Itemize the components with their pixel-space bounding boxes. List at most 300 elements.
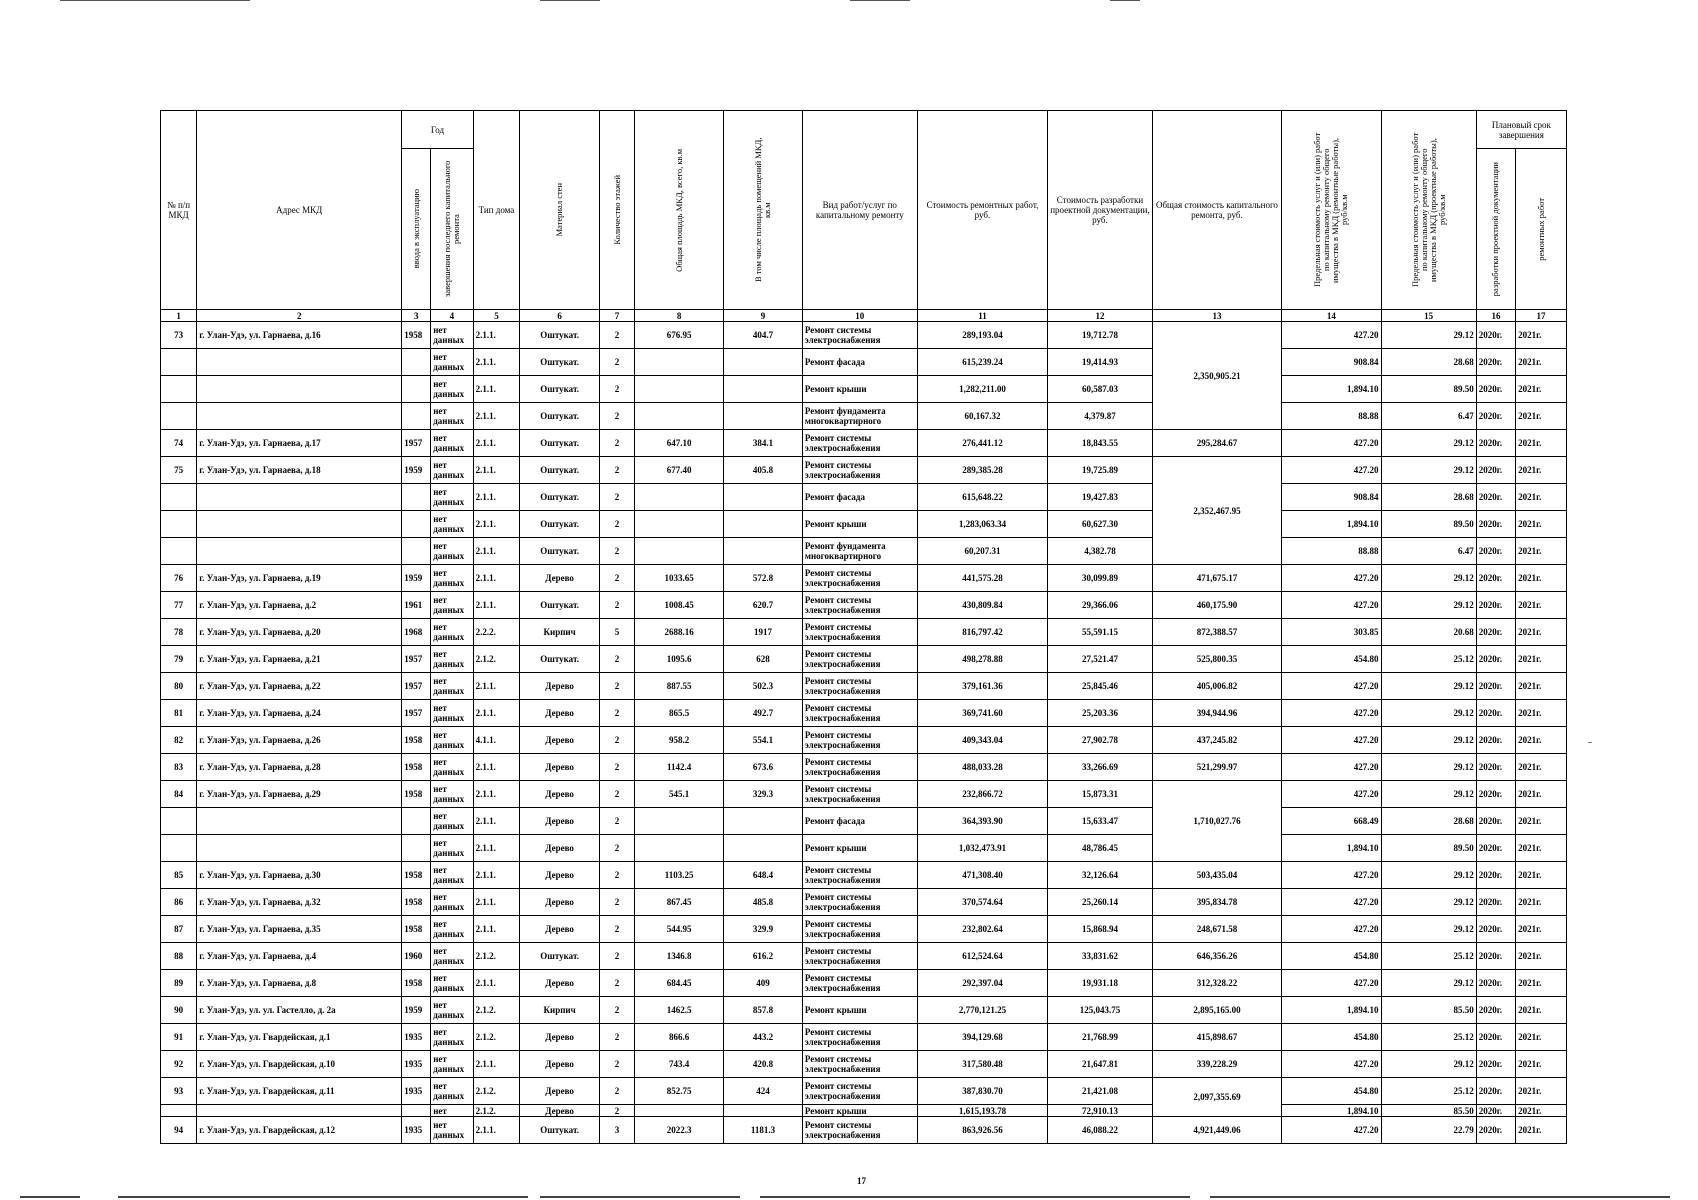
year-last-repair-cell: нет данных [431,700,473,727]
premises-area-cell: 405.8 [724,457,803,484]
wall-material-cell: Дерево [520,754,600,781]
deadline-design-cell: 2020г. [1476,322,1515,349]
table-row [161,1078,1567,1105]
repair-cost-cell: 615,648.22 [917,484,1047,511]
house-type-cell: 2.1.2. [473,997,520,1024]
year-commission-cell [402,484,431,511]
row-number: 80 [161,673,197,700]
col-header-year-commission: ввода в эксплуатацию [402,149,431,310]
col-header-deadline-repair: ремонтных работ [1516,149,1567,310]
year-last-repair-cell: нет данных [431,430,473,457]
col-header-limit-design: Предельная стоимость услуг и (или) работ по капитальному ремонту общего имущества в МКД (проектные работы), руб/кв.м [1381,111,1476,310]
limit-design-cell: 85.50 [1381,1105,1476,1117]
year-commission-cell [402,538,431,565]
work-type-cell: Ремонт системы электроснабжения [802,781,917,808]
address-cell: г. Улан-Удэ, ул. Гарнаева, д.28 [197,754,402,781]
year-last-repair-cell: нет данных [431,322,473,349]
limit-repair-cell: 427.20 [1282,592,1381,619]
house-type-cell: 2.1.2. [473,943,520,970]
total-area-cell: 866.6 [635,1024,724,1051]
table-row [161,646,1567,673]
total-cost-cell: 437,245.82 [1152,727,1281,754]
year-commission-cell: 1961 [402,592,431,619]
address-cell: г. Улан-Удэ, ул. Гарнаева, д.8 [197,970,402,997]
deadline-design-cell: 2020г. [1476,889,1515,916]
wall-material-cell: Оштукат. [520,349,600,376]
col-header-floors: Количество этажей [599,111,634,310]
floors-cell: 2 [599,970,634,997]
deadline-design-cell: 2020г. [1476,916,1515,943]
floors-cell: 2 [599,862,634,889]
deadline-repair-cell: 2021г. [1516,403,1567,430]
year-last-repair-cell: нет данных [431,835,473,862]
limit-design-cell: 29.12 [1381,673,1476,700]
premises-area-cell: 1917 [724,619,803,646]
premises-area-cell [724,808,803,835]
year-last-repair-cell: нет данных [431,484,473,511]
col-header-premises-area: В том числе площадь помещений МКД, кв.м [724,111,803,310]
row-number: 78 [161,619,197,646]
limit-repair-cell: 427.20 [1282,430,1381,457]
limit-repair-cell: 908.84 [1282,484,1381,511]
address-cell: г. Улан-Удэ, ул. Гвардейская, д.11 [197,1078,402,1105]
total-cost-cell: 295,284.67 [1152,430,1281,457]
wall-material-cell: Дерево [520,673,600,700]
limit-repair-cell: 427.20 [1282,754,1381,781]
table-row [161,1117,1567,1144]
column-number-cell: 9 [724,310,803,322]
table-row [161,754,1567,781]
house-type-cell: 2.1.1. [473,457,520,484]
address-cell [197,484,402,511]
limit-repair-cell: 88.88 [1282,403,1381,430]
house-type-cell: 2.1.2. [473,1078,520,1105]
limit-design-cell: 29.12 [1381,592,1476,619]
wall-material-cell: Дерево [520,1078,600,1105]
repair-cost-cell: 1,282,211.00 [917,376,1047,403]
house-type-cell: 2.1.1. [473,889,520,916]
work-type-cell: Ремонт системы электроснабжения [802,646,917,673]
work-type-cell: Ремонт системы электроснабжения [802,592,917,619]
total-area-cell [635,835,724,862]
year-commission-cell [402,403,431,430]
limit-repair-cell: 454.80 [1282,1078,1381,1105]
year-last-repair-cell: нет данных [431,997,473,1024]
total-area-cell: 743.4 [635,1051,724,1078]
house-type-cell: 2.1.1. [473,781,520,808]
wall-material-cell: Оштукат. [520,646,600,673]
total-cost-cell: 2,097,355.69 [1152,1078,1281,1117]
total-cost-cell: 2,895,165.00 [1152,997,1281,1024]
floors-cell: 2 [599,484,634,511]
total-cost-cell: 248,671.58 [1152,916,1281,943]
deadline-design-cell: 2020г. [1476,430,1515,457]
deadline-repair-cell: 2021г. [1516,619,1567,646]
column-number-cell: 2 [197,310,402,322]
wall-material-cell: Оштукат. [520,376,600,403]
deadline-design-cell: 2020г. [1476,403,1515,430]
year-commission-cell: 1958 [402,727,431,754]
wall-material-cell: Кирпич [520,997,600,1024]
total-area-cell: 865.5 [635,700,724,727]
row-number: 76 [161,565,197,592]
floors-cell: 2 [599,403,634,430]
total-cost-cell: 339,228.29 [1152,1051,1281,1078]
year-last-repair-cell: нет данных [431,511,473,538]
repair-cost-cell: 387,830.70 [917,1078,1047,1105]
repair-cost-cell: 441,575.28 [917,565,1047,592]
wall-material-cell: Дерево [520,781,600,808]
scan-edge-line [540,0,600,1]
repair-cost-cell: 232,866.72 [917,781,1047,808]
table-row [161,376,1567,403]
row-number [161,349,197,376]
premises-area-cell [724,1105,803,1117]
limit-design-cell: 89.50 [1381,376,1476,403]
premises-area-cell [724,511,803,538]
repair-cost-cell: 394,129.68 [917,1024,1047,1051]
address-cell [197,403,402,430]
premises-area-cell: 628 [724,646,803,673]
column-number-cell: 13 [1152,310,1281,322]
row-number: 75 [161,457,197,484]
design-cost-cell: 19,712.78 [1048,322,1153,349]
house-type-cell: 2.1.1. [473,484,520,511]
floors-cell: 3 [599,1117,634,1144]
wall-material-cell: Оштукат. [520,1117,600,1144]
total-area-cell: 2688.16 [635,619,724,646]
house-type-cell: 2.1.1. [473,808,520,835]
limit-design-cell: 20.68 [1381,619,1476,646]
limit-design-cell: 29.12 [1381,1051,1476,1078]
house-type-cell: 2.1.1. [473,700,520,727]
limit-design-cell: 6.47 [1381,538,1476,565]
limit-design-cell: 25.12 [1381,1078,1476,1105]
design-cost-cell: 46,088.22 [1048,1117,1153,1144]
total-cost-cell: 1,710,027.76 [1152,781,1281,862]
limit-design-cell: 89.50 [1381,835,1476,862]
work-type-cell: Ремонт системы электроснабжения [802,619,917,646]
year-last-repair-cell: нет данных [431,781,473,808]
column-number-cell: 10 [802,310,917,322]
repair-cost-cell: 317,580.48 [917,1051,1047,1078]
wall-material-cell: Дерево [520,916,600,943]
deadline-design-cell: 2020г. [1476,484,1515,511]
deadline-repair-cell: 2021г. [1516,376,1567,403]
table-row [161,808,1567,835]
total-area-cell: 676.95 [635,322,724,349]
year-last-repair-cell: нет данных [431,673,473,700]
premises-area-cell [724,835,803,862]
limit-repair-cell: 454.80 [1282,646,1381,673]
design-cost-cell: 27,521.47 [1048,646,1153,673]
design-cost-cell: 15,873.31 [1048,781,1153,808]
year-commission-cell [402,808,431,835]
house-type-cell: 2.1.1. [473,322,520,349]
work-type-cell: Ремонт системы электроснабжения [802,1117,917,1144]
deadline-design-cell: 2020г. [1476,781,1515,808]
work-type-cell: Ремонт системы электроснабжения [802,889,917,916]
deadline-repair-cell: 2021г. [1516,322,1567,349]
floors-cell: 2 [599,646,634,673]
year-commission-cell: 1958 [402,970,431,997]
total-cost-cell: 2,352,467.95 [1152,457,1281,565]
work-type-cell: Ремонт системы электроснабжения [802,322,917,349]
year-commission-cell: 1957 [402,430,431,457]
repair-cost-cell: 276,441.12 [917,430,1047,457]
wall-material-cell: Оштукат. [520,592,600,619]
floors-cell: 2 [599,1051,634,1078]
premises-area-cell [724,538,803,565]
house-type-cell: 2.2.2. [473,619,520,646]
deadline-repair-cell: 2021г. [1516,1105,1567,1117]
wall-material-cell: Дерево [520,1105,600,1117]
total-area-cell: 1095.6 [635,646,724,673]
limit-design-cell: 22.79 [1381,1117,1476,1144]
total-area-cell: 544.95 [635,916,724,943]
column-number-cell: 6 [520,310,600,322]
row-number [161,808,197,835]
design-cost-cell: 29,366.06 [1048,592,1153,619]
work-type-cell: Ремонт системы электроснабжения [802,700,917,727]
premises-area-cell: 424 [724,1078,803,1105]
row-number: 81 [161,700,197,727]
premises-area-cell: 492.7 [724,700,803,727]
floors-cell: 2 [599,997,634,1024]
repair-cost-cell: 364,393.90 [917,808,1047,835]
design-cost-cell: 25,845.46 [1048,673,1153,700]
design-cost-cell: 19,427.83 [1048,484,1153,511]
wall-material-cell: Дерево [520,1024,600,1051]
table-row [161,970,1567,997]
limit-design-cell: 85.50 [1381,997,1476,1024]
deadline-design-cell: 2020г. [1476,997,1515,1024]
year-commission-cell: 1958 [402,781,431,808]
year-commission-cell: 1960 [402,943,431,970]
year-last-repair-cell: нет [431,1105,473,1117]
total-area-cell [635,349,724,376]
house-type-cell: 2.1.2. [473,646,520,673]
wall-material-cell: Дерево [520,700,600,727]
limit-repair-cell: 427.20 [1282,862,1381,889]
total-cost-cell: 646,356.26 [1152,943,1281,970]
scan-edge-line [60,0,250,1]
row-number: 86 [161,889,197,916]
deadline-design-cell: 2020г. [1476,727,1515,754]
premises-area-cell: 485.8 [724,889,803,916]
work-type-cell: Ремонт крыши [802,1105,917,1117]
table-row [161,1105,1567,1117]
col-header-total-cost: Общая стоимость капитального ремонта, руб. [1152,111,1281,310]
deadline-repair-cell: 2021г. [1516,565,1567,592]
table-row [161,484,1567,511]
address-cell: г. Улан-Удэ, ул. Гарнаева, д.2 [197,592,402,619]
col-header-year-last-repair: завершения последнего капитального ремонта [431,149,473,310]
repair-cost-cell: 289,193.04 [917,322,1047,349]
year-last-repair-cell: нет данных [431,538,473,565]
floors-cell: 2 [599,565,634,592]
deadline-repair-cell: 2021г. [1516,943,1567,970]
year-commission-cell: 1958 [402,322,431,349]
wall-material-cell: Оштукат. [520,430,600,457]
table-row [161,1051,1567,1078]
limit-repair-cell: 427.20 [1282,457,1381,484]
design-cost-cell: 19,725.89 [1048,457,1153,484]
floors-cell: 2 [599,1078,634,1105]
scan-edge-line [118,1196,528,1198]
deadline-design-cell: 2020г. [1476,376,1515,403]
total-area-cell: 684.45 [635,970,724,997]
floors-cell: 2 [599,808,634,835]
year-last-repair-cell: нет данных [431,1051,473,1078]
column-number-cell: 14 [1282,310,1381,322]
year-last-repair-cell: нет данных [431,457,473,484]
total-cost-cell: 415,898.67 [1152,1024,1281,1051]
work-type-cell: Ремонт системы электроснабжения [802,565,917,592]
deadline-design-cell: 2020г. [1476,592,1515,619]
work-type-cell: Ремонт фасада [802,484,917,511]
table-row [161,700,1567,727]
house-type-cell: 4.1.1. [473,727,520,754]
premises-area-cell: 329.9 [724,916,803,943]
year-last-repair-cell: нет данных [431,376,473,403]
limit-design-cell: 29.12 [1381,430,1476,457]
floors-cell: 2 [599,781,634,808]
wall-material-cell: Оштукат. [520,538,600,565]
deadline-repair-cell: 2021г. [1516,592,1567,619]
column-number-cell: 4 [431,310,473,322]
deadline-repair-cell: 2021г. [1516,889,1567,916]
deadline-design-cell: 2020г. [1476,349,1515,376]
floors-cell: 2 [599,376,634,403]
house-type-cell: 2.1.1. [473,376,520,403]
repair-cost-cell: 289,385.28 [917,457,1047,484]
table-row [161,538,1567,565]
deadline-repair-cell: 2021г. [1516,700,1567,727]
deadline-repair-cell: 2021г. [1516,862,1567,889]
premises-area-cell: 857.8 [724,997,803,1024]
address-cell: г. Улан-Удэ, ул. Гарнаева, д.35 [197,916,402,943]
scan-edge-line [850,0,910,1]
floors-cell: 2 [599,835,634,862]
design-cost-cell: 72,910.13 [1048,1105,1153,1117]
wall-material-cell: Дерево [520,565,600,592]
repair-cost-cell: 863,926.56 [917,1117,1047,1144]
col-header-design-cost: Стоимость разработки проектной документации, руб. [1048,111,1153,310]
limit-design-cell: 29.12 [1381,322,1476,349]
year-last-repair-cell: нет данных [431,727,473,754]
total-cost-cell: 405,006.82 [1152,673,1281,700]
deadline-repair-cell: 2021г. [1516,349,1567,376]
total-cost-cell: 4,921,449.06 [1152,1117,1281,1144]
address-cell: г. Улан-Удэ, ул. Гарнаева, д.18 [197,457,402,484]
col-header-deadline-group: Плановый срок завершения [1476,111,1566,149]
table-row [161,592,1567,619]
col-header-house-type: Тип дома [473,111,520,310]
total-cost-cell: 460,175.90 [1152,592,1281,619]
work-type-cell: Ремонт системы электроснабжения [802,970,917,997]
limit-repair-cell: 427.20 [1282,565,1381,592]
total-area-cell: 887.55 [635,673,724,700]
col-header-year-group: Год [402,111,473,149]
limit-design-cell: 29.12 [1381,700,1476,727]
table-row [161,943,1567,970]
design-cost-cell: 48,786.45 [1048,835,1153,862]
work-type-cell: Ремонт фундамента многоквартирного [802,403,917,430]
address-cell: г. Улан-Удэ, ул. Гвардейская, д.1 [197,1024,402,1051]
design-cost-cell: 25,203.36 [1048,700,1153,727]
total-cost-cell: 521,299.97 [1152,754,1281,781]
deadline-design-cell: 2020г. [1476,511,1515,538]
row-number: 84 [161,781,197,808]
limit-repair-cell: 1,894.10 [1282,997,1381,1024]
deadline-repair-cell: 2021г. [1516,970,1567,997]
table-row [161,619,1567,646]
row-number: 79 [161,646,197,673]
address-cell: г. Улан-Удэ, ул. Гвардейская, д.10 [197,1051,402,1078]
total-area-cell: 958.2 [635,727,724,754]
year-last-repair-cell: нет данных [431,916,473,943]
table-row [161,403,1567,430]
year-commission-cell [402,835,431,862]
year-commission-cell: 1935 [402,1078,431,1105]
work-type-cell: Ремонт системы электроснабжения [802,430,917,457]
work-type-cell: Ремонт фасада [802,349,917,376]
address-cell [197,835,402,862]
table-row [161,916,1567,943]
wall-material-cell: Кирпич [520,619,600,646]
address-cell: г. Улан-Удэ, ул. Гарнаева, д.21 [197,646,402,673]
column-number-cell: 3 [402,310,431,322]
address-cell: г. Улан-Удэ, ул. Гвардейская, д.12 [197,1117,402,1144]
repair-cost-cell: 488,033.28 [917,754,1047,781]
deadline-repair-cell: 2021г. [1516,673,1567,700]
total-area-cell [635,808,724,835]
deadline-design-cell: 2020г. [1476,565,1515,592]
deadline-repair-cell: 2021г. [1516,511,1567,538]
row-number [161,403,197,430]
table-row [161,430,1567,457]
deadline-repair-cell: 2021г. [1516,646,1567,673]
year-last-repair-cell: нет данных [431,970,473,997]
year-commission-cell: 1957 [402,700,431,727]
design-cost-cell: 60,587.03 [1048,376,1153,403]
total-area-cell: 1142.4 [635,754,724,781]
repair-cost-cell: 612,524.64 [917,943,1047,970]
total-cost-cell: 525,800.35 [1152,646,1281,673]
limit-repair-cell: 908.84 [1282,349,1381,376]
work-type-cell: Ремонт системы электроснабжения [802,1078,917,1105]
design-cost-cell: 4,379.87 [1048,403,1153,430]
repair-cost-cell: 379,161.36 [917,673,1047,700]
column-number-cell: 1 [161,310,197,322]
year-last-repair-cell: нет данных [431,1078,473,1105]
row-number: 73 [161,322,197,349]
limit-repair-cell: 88.88 [1282,538,1381,565]
deadline-repair-cell: 2021г. [1516,1117,1567,1144]
limit-repair-cell: 1,894.10 [1282,1105,1381,1117]
row-number: 83 [161,754,197,781]
premises-area-cell: 1181.3 [724,1117,803,1144]
wall-material-cell: Дерево [520,727,600,754]
premises-area-cell: 616.2 [724,943,803,970]
limit-repair-cell: 454.80 [1282,943,1381,970]
row-number [161,484,197,511]
house-type-cell: 2.1.1. [473,1051,520,1078]
work-type-cell: Ремонт фасада [802,808,917,835]
total-area-cell: 545.1 [635,781,724,808]
house-type-cell: 2.1.2. [473,1105,520,1117]
